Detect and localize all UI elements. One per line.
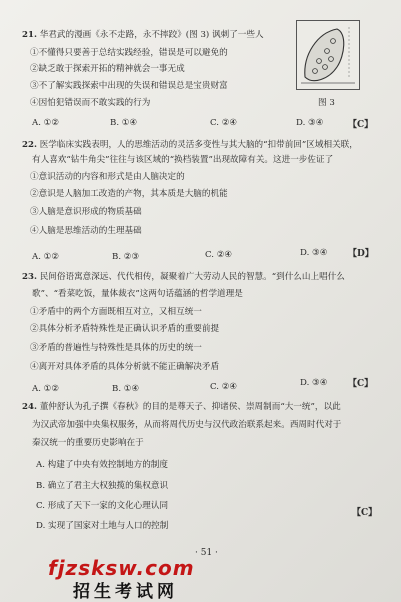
q24-option-a: A. 构建了中央有效控制地方的制度 bbox=[36, 460, 168, 470]
q22-option-d: D. ③④ bbox=[300, 248, 328, 258]
q21-item-1: ①不懂得只要善于总结实践经验，错误是可以避免的 bbox=[30, 48, 228, 58]
q21-item-2: ②缺乏敢于探索开拓的精神就会一事无成 bbox=[30, 64, 185, 74]
page-number: · 51 · bbox=[195, 548, 218, 558]
q23-option-d: D. ③④ bbox=[300, 378, 328, 388]
q24-option-d: D. 实现了国家对土地与人口的控制 bbox=[36, 521, 169, 531]
q24-answer: 【C】 bbox=[352, 508, 378, 518]
q23-option-a: A. ①② bbox=[32, 384, 60, 394]
q22-item-2: ②意识是人脑加工改造的产物，其本质是大脑的机能 bbox=[30, 189, 228, 199]
q22-stem-line1: 22. 医学临床实践表明，人的思维活动的灵活多变性与其大脑的“扣带前回”区域相关联， bbox=[22, 140, 358, 150]
q23-item-4: ④离开对具体矛盾的具体分析就不能正确解决矛盾 bbox=[30, 362, 220, 372]
watermark-logo-name: 招生考试网 bbox=[73, 582, 178, 602]
q22-option-c: C. ②④ bbox=[205, 250, 233, 260]
q21-answer: 【C】 bbox=[348, 120, 374, 130]
q22-option-a: A. ①② bbox=[32, 252, 60, 262]
q24-stem-line2: 为汉武帝加强中央集权服务，从而将周代历史与汉代政治联系起来。西周时代对于 bbox=[32, 420, 342, 430]
q22-option-b: B. ②③ bbox=[112, 252, 140, 262]
cartoon-figure-3 bbox=[296, 20, 360, 90]
q21-option-a: A. ①② bbox=[32, 118, 60, 128]
watermark-logo-domain: fjzsksw.com bbox=[48, 556, 195, 580]
q21-option-d: D. ③④ bbox=[296, 118, 324, 128]
q22-item-4: ④人脑是思维活动的生理基础 bbox=[30, 226, 142, 236]
q24-stem-line1: 24. 董仲舒认为孔子撰《春秋》的目的是尊天子、抑诸侯、崇周制而“大一统”，以此 bbox=[22, 402, 341, 412]
q23-option-b: B. ①④ bbox=[112, 384, 140, 394]
q23-stem-line2: 歌”、“看菜吃饭，量体裁衣”这两句话蕴涵的哲学道理是 bbox=[32, 289, 243, 299]
q22-stem-line2: 有人喜欢“钻牛角尖”往往与该区域的“换档装置”出现故障有关。这进一步佐证了 bbox=[32, 155, 334, 165]
figure-3-label: 图 3 bbox=[318, 98, 335, 108]
q21-item-3: ③不了解实践探索中出现的失误和错误总是宝贵财富 bbox=[30, 81, 228, 91]
q23-item-2: ②具体分析矛盾特殊性是正确认识矛盾的重要前提 bbox=[30, 324, 220, 334]
q23-answer: 【C】 bbox=[348, 379, 374, 389]
q23-item-3: ③矛盾的普遍性与特殊性是具体的历史的统一 bbox=[30, 343, 202, 353]
q21-item-4: ④因怕犯错误而不敢实践的行为 bbox=[30, 98, 151, 108]
q22-answer: 【D】 bbox=[348, 249, 374, 259]
q23-option-c: C. ②④ bbox=[210, 382, 238, 392]
q21-stem-line1: 21. 华君武的漫画《永不走路，永不摔跤》(图 3) 讽刺了一些人 bbox=[22, 30, 264, 40]
q21-option-c: C. ②④ bbox=[210, 118, 238, 128]
q23-item-1: ①矛盾中的两个方面既相互对立，又相互统一 bbox=[30, 307, 202, 317]
q21-option-b: B. ①④ bbox=[110, 118, 138, 128]
q22-item-3: ③人脑是意识形成的物质基础 bbox=[30, 207, 142, 217]
q24-option-c: C. 形成了天下一家的文化心理认同 bbox=[36, 501, 169, 511]
q24-stem-line3: 秦汉统一的重要历史影响在于 bbox=[32, 438, 144, 448]
q24-option-b: B. 确立了君主大权独揽的集权意识 bbox=[36, 481, 169, 491]
q22-item-1: ①意识活动的内容和形式是由人脑决定的 bbox=[30, 172, 185, 182]
q23-stem-line1: 23. 民间俗语寓意深远、代代相传，凝聚着广大劳动人民的智慧。“到什么山上唱什么 bbox=[22, 272, 345, 282]
